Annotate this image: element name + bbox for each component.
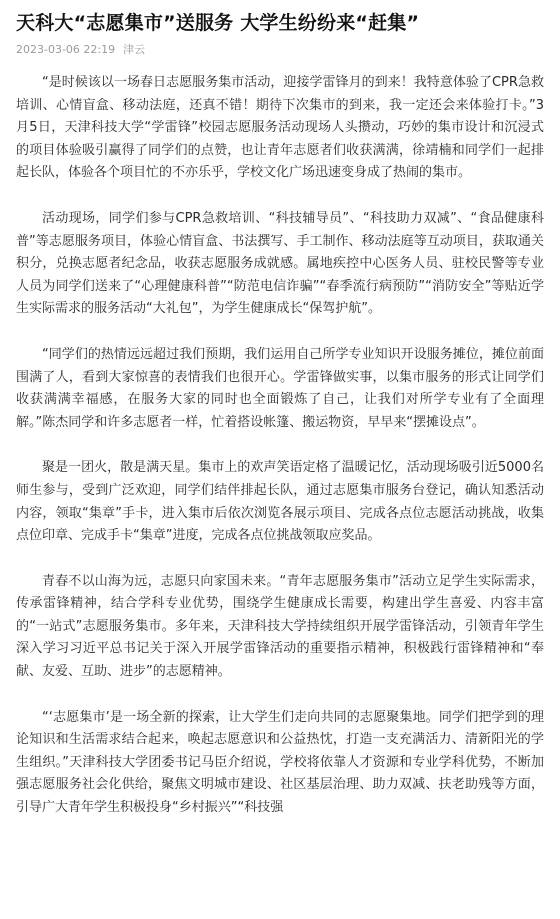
publish-date: 2023-03-06 22:19 (16, 43, 116, 56)
paragraph-2: 活动现场，同学们参与CPR急救培训、“科技辅导员”、“科技助力双减”、“食品健康科普”等志愿服务项目，体验心情盲盒、书法撰写、手工制作、移动法庭等互动项目，获取通关积分，兑换志愿者纪念品，收获志愿服务成就感。属地疾控中心医务人员、驻校民警等专业人员为同学们送来了“心理健康科普”“防范电信诈骗”“春季流行病预防”“消防安全”等贴近学生实际需求的服务活动“大礼包”，为学生健康成长“保驾护航”。 (16, 210, 544, 317)
paragraph-5: 青春不以山海为远，志愿只向家国未来。“青年志愿服务集市”活动立足学生实际需求，传承雷锋精神，结合学科专业优势，围绕学生健康成长需要，构建出学生喜爱、内容丰富的“一站式”志愿服务集市。多年来，天津科技大学持续组织开展学雷锋活动，引领青年学生深入学习习近平总书记关于深入开展学雷锋活动的重要指示精神，积极践行雷锋精神和“奉献、友爱、互助、进步”的志愿精神。 (16, 573, 544, 680)
article-title: 天科大“志愿集市”送服务 大学生纷纷来“赶集” (16, 12, 420, 34)
paragraph-4: 聚是一团火，散是满天星。集市上的欢声笑语定格了温暖记忆，活动现场吸引近5000名师生参与，受到广泛欢迎，同学们结伴排起长队，通过志愿集市服务台登记，确认知悉活动内容，领取“集章”手卡，进入集市后依次浏览各展示项目、完成各点位志愿活动挑战，收集点位印章、完成手卡“集章”进度，完成各点位挑战领取应奖品。 (16, 460, 544, 544)
paragraph-6: “‘志愿集市’是一场全新的探索，让大学生们走向共同的志愿聚集地。同学们把学到的理论知识和生活需求结合起来，唤起志愿意识和公益热忱，打造一支充满活力、清新阳光的学生组织。”天津科技大学团委书记马臣介绍说，学校将依靠人才资源和专业学科优势，不断加强志愿服务社会化供给，聚焦文明城市建设、社区基层治理、助力双减、扶老助残等方面，引导广大青年学生积极投身“乡村振兴”“科技强 (16, 709, 544, 816)
article-meta (16, 42, 544, 58)
article-body (16, 72, 544, 820)
paragraph-3: “同学们的热情远远超过我们预期，我们运用自己所学专业知识开设服务摊位，摊位前面围满了人，看到大家惊喜的表情我们也很开心。学雷锋做实事，以集市服务的形式让同学们收获满满幸福感，在服务大家的同时也全面锻炼了自己，让我们对所学专业有了全面理解。”陈杰同学和许多志愿者一样，忙着搭设帐篷、搬运物资，早早来“摆摊设点”。 (16, 346, 544, 430)
article-source: 津云 (123, 43, 146, 56)
paragraph-1: “是时候该以一场春日志愿服务集市活动，迎接学雷锋月的到来！我特意体验了CPR急救培训、心情盲盒、移动法庭，还真不错！期待下次集市的到来，我一定还会来体验打卡。”3月5日，天津科技大学“学雷锋”校园志愿服务活动现场人头攒动，巧妙的集市设计和沉浸式的项目体验吸引赢得了同学们的点赞，也让青年志愿者们收获满满，徐靖楠和同学们一起排起长队，体验各个项目忙的不亦乐乎，学校文化广场迅速变身成了热闹的集市。 (16, 75, 544, 181)
